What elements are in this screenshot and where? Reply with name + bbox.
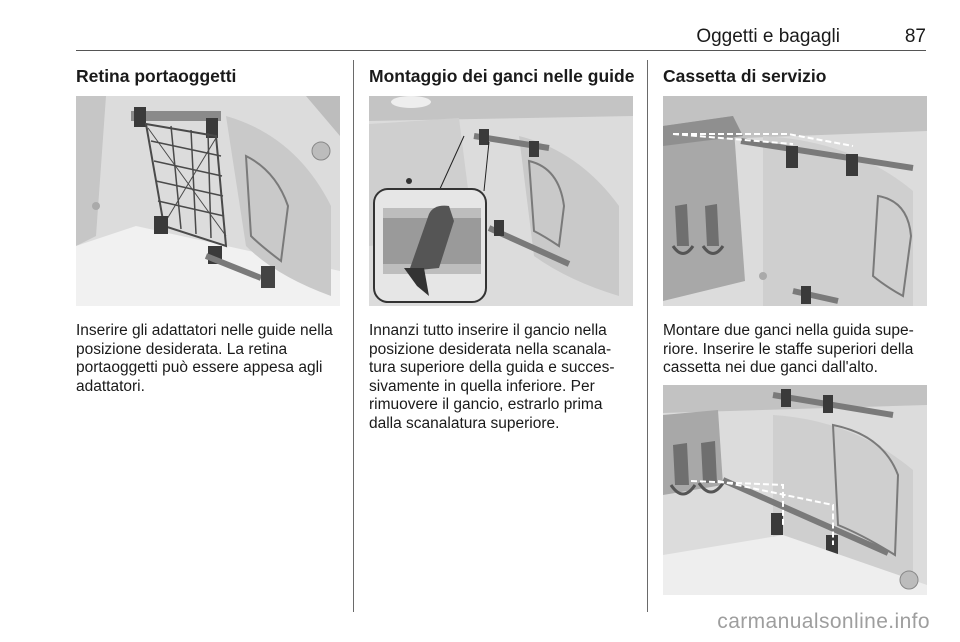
body-text-luggage-net (76, 322, 346, 396)
illustration-service-box (663, 96, 927, 306)
body-line: cassetta nei due ganci dall'alto. (663, 359, 878, 376)
section-heading-luggage-net: Retina portaoggetti (76, 66, 237, 86)
body-line: Inserire gli adattatori nelle guide nella (76, 322, 333, 339)
body-line: posizione desiderata. La retina (76, 340, 288, 358)
body-text-service-box (663, 322, 933, 378)
body-line: portaoggetti può essere appesa agli (76, 359, 323, 376)
body-line: dalla scanalatura superiore. (369, 414, 560, 432)
body-line: rimuovere il gancio, estrarlo prima (369, 396, 603, 413)
body-line: tura superiore della guida e succes- (369, 359, 615, 376)
body-line: sivamente in quella inferiore. Per (369, 377, 595, 395)
illustration-service-box-lower (663, 385, 927, 595)
body-line: Montare due ganci nella guida supe- (663, 322, 914, 339)
watermark: carmanualsonline.info (717, 610, 930, 633)
page-number: 87 (904, 26, 926, 47)
section-heading-hook-mounting: Montaggio dei ganci nelle guide (369, 66, 635, 86)
body-text-hook-mounting (369, 322, 639, 433)
body-line: posizione desiderata nella scanala- (369, 340, 612, 358)
body-line: adattatori. (76, 377, 145, 395)
header-rule (76, 50, 926, 51)
column-divider-1 (353, 60, 354, 612)
running-header-title: Oggetti e bagagli (696, 26, 840, 47)
column-divider-2 (647, 60, 648, 612)
illustration-luggage-net (76, 96, 340, 306)
body-line: riore. Inserire le staffe superiori della (663, 340, 914, 358)
body-line: Innanzi tutto inserire il gancio nella (369, 322, 607, 339)
section-heading-service-box: Cassetta di servizio (663, 66, 827, 86)
illustration-hook-mounting (369, 96, 633, 306)
